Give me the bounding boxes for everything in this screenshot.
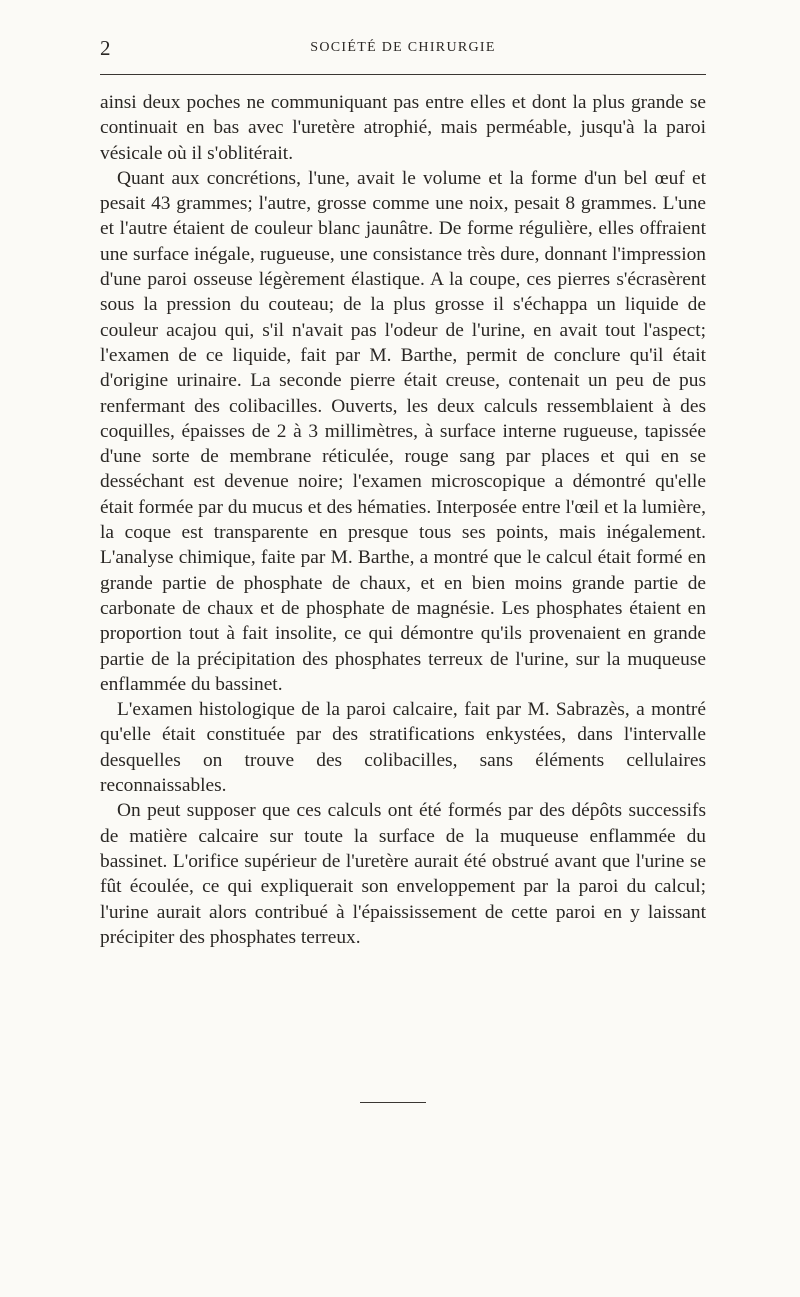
running-head xyxy=(100,36,706,60)
running-title: SOCIÉTÉ DE CHIRURGIE xyxy=(310,40,496,55)
page-number: 2 xyxy=(100,36,111,60)
paragraph-concretions: Quant aux concrétions, l'une, avait le volume et la forme d'un bel œuf et pesait 43 grammes; l'autre, grosse comme une noix, pesait 8 grammes. L'une et l'autre étaient de couleur blanc jaunâtre. De forme régulière, elles offraient une surface inégale, rugueuse, une consistance très dure, donnant l'impression d'une paroi osseuse légèrement élastique. A la coupe, ces pierres s'écrasèrent sous la pression du couteau; de la plus grosse il s'échappa un liquide de couleur acajou qui, s'il n'avait pas l'odeur de l'urine, en avait tout l'aspect; l'examen de ce liquide, fait par M. Barthe, permit de conclure qu'il était d'origine urinaire. La seconde pierre était creuse, contenait un peu de pus renfermant des colibacilles. Ouverts, les deux calculs ressemblaient à des coquilles, épaisses de 2 à 3 millimètres, à surface interne rugueuse, tapissée d'une sorte de membrane réticulée, rouge sang par places et qui en se desséchant est devenue noire; l'examen microscopique a démontré qu'elle était formée par du mucus et des hématies. Interposée entre l'œil et la lumière, la coque est transparente en presque tous ses points, mais inégalement. L'analyse chimique, faite par M. Barthe, a montré que le calcul était formé en grande partie de phosphate de chaux, et en bien moins grande partie de carbonate de chaux et de phosphate de magnésie. Les phosphates étaient en proportion tout à fait insolite, ce qui démontre qu'ils provenaient en grande partie de la précipitation des phosphates terreux de l'urine, sur la muqueuse enflammée du bassinet. xyxy=(100,167,706,695)
paragraph-continuation: ainsi deux poches ne communiquant pas entre elles et dont la plus grande se continuait en bas avec l'uretère atrophié, mais perméable, jusqu'à la paroi vésicale où il s'oblitérait. xyxy=(100,92,706,164)
closing-rule xyxy=(360,1102,426,1103)
paragraph-hypothesis: On peut supposer que ces calculs ont été formés par des dépôts successifs de matière calcaire sur toute la surface de la muqueuse enflammée du bassinet. L'orifice supérieur de l'uretère aurait été obstrué avant que l'urine se fût écoulée, ce qui expliquerait son enveloppement par la paroi du calcul; l'urine aurait alors contribué à l'épaississement de cette paroi en y laissant précipiter des phosphates terreux. xyxy=(100,800,706,948)
body-text xyxy=(100,90,706,950)
paragraph-histology: L'examen histologique de la paroi calcaire, fait par M. Sabrazès, a montré qu'elle était constituée par des stratifications enkystées, dans l'intervalle desquelles on trouve des colibacilles, sans éléments cellulaires reconnaissables. xyxy=(100,699,706,797)
header-rule xyxy=(100,74,706,75)
